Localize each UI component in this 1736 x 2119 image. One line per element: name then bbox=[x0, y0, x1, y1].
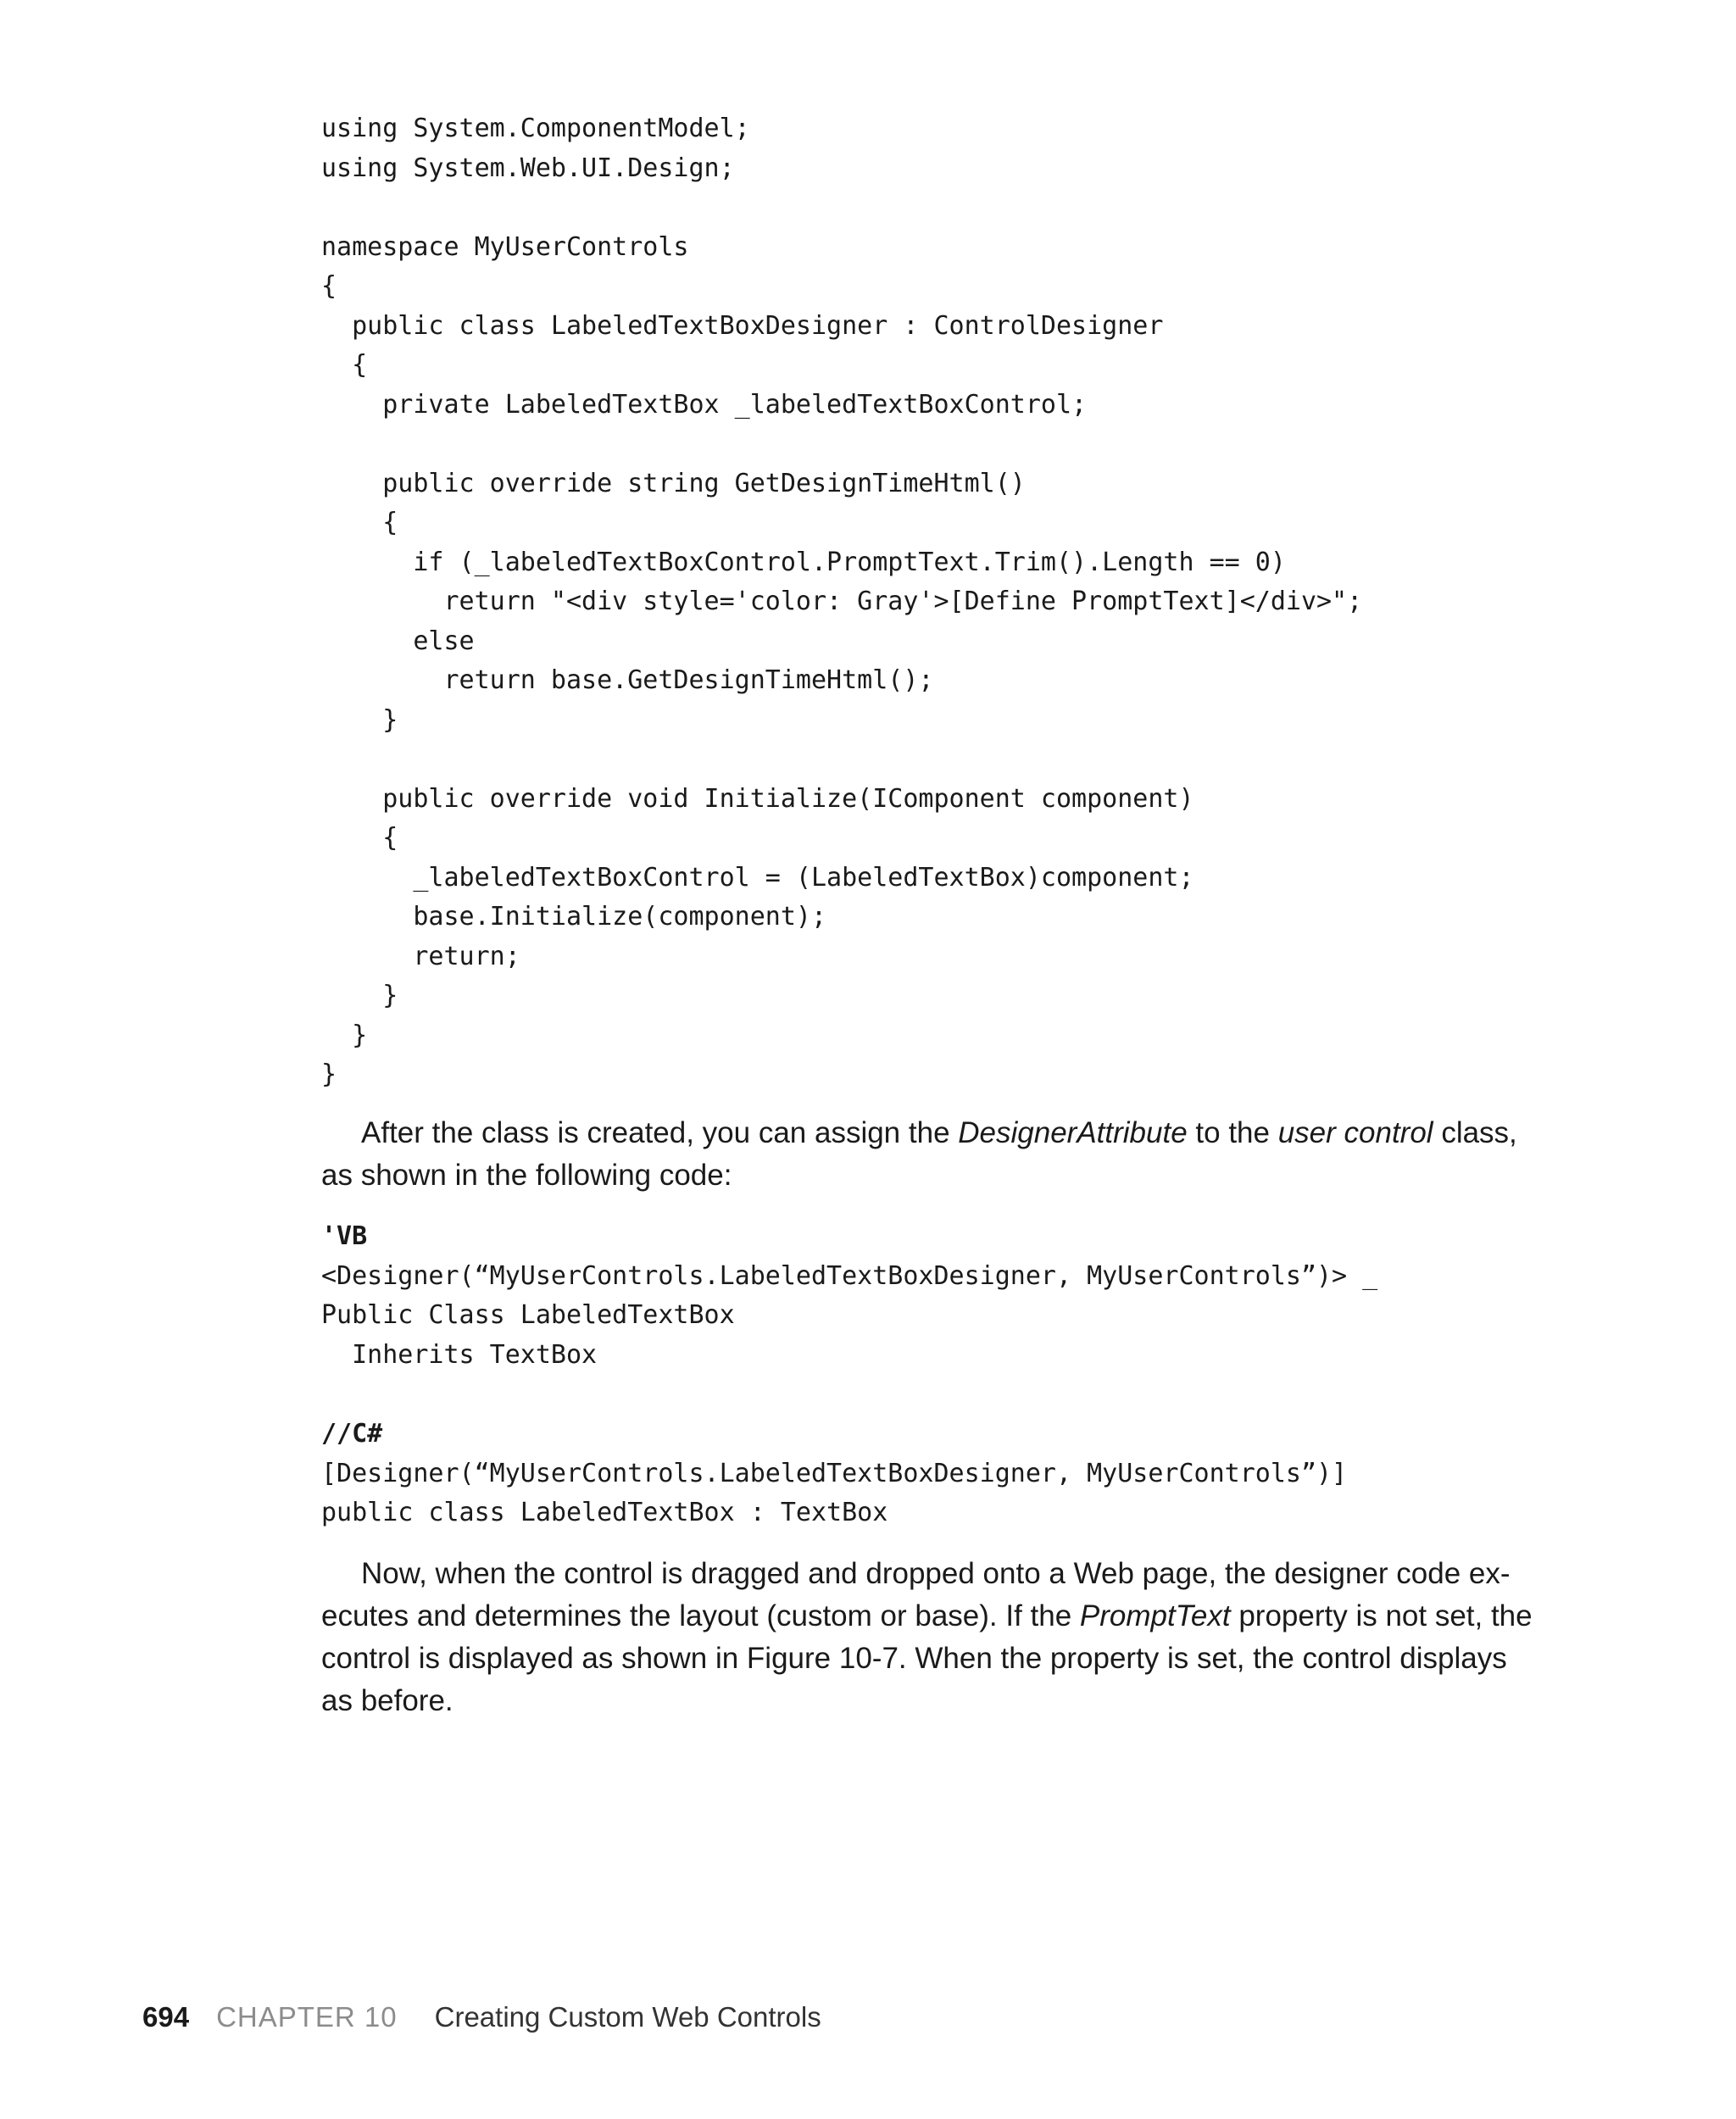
code-line: { bbox=[321, 823, 398, 853]
code-language-label: //C# bbox=[321, 1419, 383, 1449]
code-line: Public Class LabeledTextBox bbox=[321, 1300, 735, 1330]
paragraph-text: Now, when the control is dragged and dropped onto a Web page, the designer code ex-ecutes and determines the layout (custom or base). If the bbox=[321, 1557, 1511, 1632]
emphasis-term: DesignerAttribute bbox=[958, 1116, 1188, 1149]
page-footer bbox=[142, 1999, 821, 2036]
code-line: public override void Initialize(IComponent component) bbox=[321, 783, 1194, 814]
page-number: 694 bbox=[142, 2001, 190, 2033]
code-line bbox=[321, 188, 1362, 228]
code-line: { bbox=[321, 350, 368, 380]
code-line: base.Initialize(component); bbox=[321, 902, 827, 932]
body-paragraph bbox=[321, 1112, 1533, 1197]
emphasis-term: user control bbox=[1277, 1116, 1433, 1149]
code-line: using System.ComponentModel; bbox=[321, 114, 750, 143]
code-line: return; bbox=[321, 941, 520, 971]
chapter-label: CHAPTER 10 bbox=[216, 2001, 398, 2033]
code-line: } bbox=[321, 1060, 337, 1089]
paragraph-text: class, as shown in the following code: bbox=[321, 1116, 1517, 1192]
code-line: return base.GetDesignTimeHtml(); bbox=[321, 665, 934, 695]
chapter-title: Creating Custom Web Controls bbox=[434, 2001, 821, 2033]
code-language-label: 'VB bbox=[321, 1221, 368, 1251]
code-line bbox=[321, 425, 1362, 464]
code-line: } bbox=[321, 981, 398, 1010]
code-line: } bbox=[321, 1020, 368, 1050]
paragraph-text: property is not set, the control is displayed as shown in Figure 10-7. When the property is set, the control displays as before. bbox=[321, 1599, 1533, 1717]
paragraph-text: to the bbox=[1187, 1116, 1278, 1149]
paragraph-text: After the class is created, you can assign the bbox=[361, 1116, 959, 1149]
code-listing-designer bbox=[321, 109, 1362, 1095]
emphasis-term: PromptText bbox=[1079, 1599, 1231, 1632]
code-line: return "<div style='color: Gray'>[Define PromptText]</div>"; bbox=[321, 587, 1363, 616]
code-line: Inherits TextBox bbox=[321, 1339, 598, 1370]
code-line: if (_labeledTextBoxControl.PromptText.Trim().Length == 0) bbox=[321, 547, 1286, 577]
code-line: { bbox=[321, 508, 398, 537]
code-line: [Designer(“MyUserControls.LabeledTextBoxDesigner, MyUserControls”)] bbox=[321, 1458, 1348, 1488]
code-listing-csharp bbox=[321, 1415, 1347, 1533]
code-line: { bbox=[321, 271, 337, 301]
code-line bbox=[321, 740, 1362, 780]
code-line: public class LabeledTextBox : TextBox bbox=[321, 1498, 888, 1527]
code-line: public class LabeledTextBoxDesigner : ControlDesigner bbox=[321, 310, 1164, 341]
body-paragraph bbox=[321, 1553, 1533, 1722]
code-line: <Designer(“MyUserControls.LabeledTextBoxDesigner, MyUserControls”)> _ bbox=[321, 1260, 1378, 1291]
code-line: else bbox=[321, 626, 475, 656]
code-listing-vb bbox=[321, 1217, 1377, 1375]
code-line: public override string GetDesignTimeHtml() bbox=[321, 468, 1026, 498]
code-line: _labeledTextBoxControl = (LabeledTextBox)component; bbox=[321, 862, 1194, 893]
code-line: private LabeledTextBox _labeledTextBoxControl; bbox=[321, 389, 1088, 420]
code-line: namespace MyUserControls bbox=[321, 231, 689, 262]
code-line: using System.Web.UI.Design; bbox=[321, 153, 735, 183]
code-line: } bbox=[321, 704, 398, 735]
